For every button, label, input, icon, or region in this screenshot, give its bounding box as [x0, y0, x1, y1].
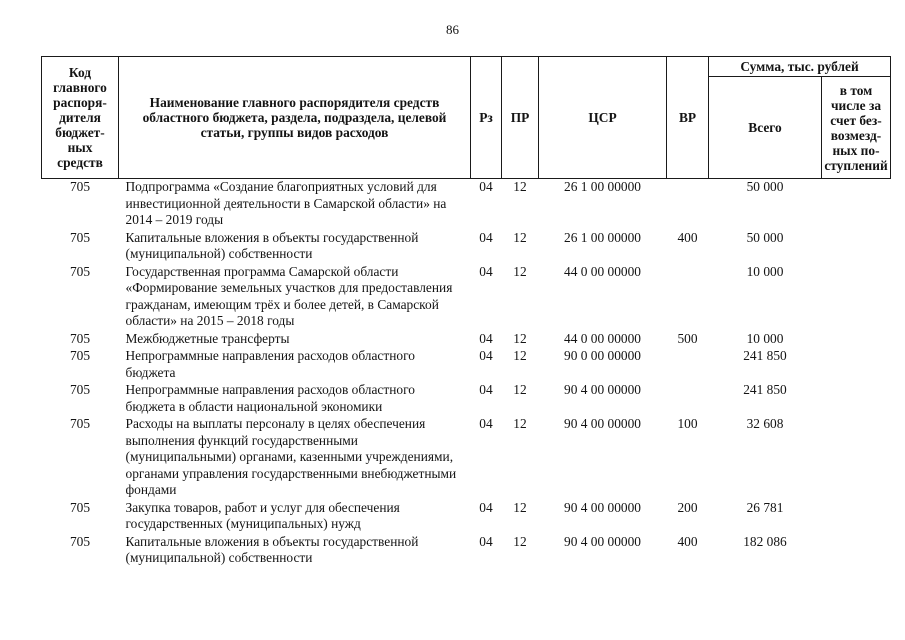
cell-free	[822, 264, 891, 331]
table-row	[42, 500, 891, 534]
cell-total: 32 608	[746, 416, 784, 431]
cell-pr: 12	[513, 330, 527, 346]
cell-pr: 12	[513, 416, 527, 431]
cell-code: 705	[69, 330, 91, 346]
cell-code: 705	[69, 348, 91, 363]
cell-csr: 90 0 00 00000	[564, 348, 641, 363]
table-body	[42, 179, 891, 568]
cell-name: Капитальные вложения в объекты государственной (муниципальной) собственности	[125, 533, 419, 565]
cell-rz: 04	[479, 533, 493, 549]
cell-vr: 400	[677, 229, 698, 245]
cell-free	[822, 230, 891, 264]
cell-rz: 04	[479, 499, 493, 515]
cell-total: 182 086	[743, 533, 787, 549]
cell-code: 705	[69, 416, 91, 431]
cell-rz: 04	[479, 382, 493, 397]
cell-vr: 500	[677, 330, 698, 346]
cell-csr: 44 0 00 00000	[564, 330, 641, 346]
cell-rz: 04	[479, 416, 493, 431]
cell-code: 705	[69, 229, 91, 245]
cell-vr	[667, 264, 709, 331]
cell-csr: 26 1 00 00000	[564, 179, 641, 194]
header-rz: Рз	[471, 57, 502, 179]
cell-free	[822, 534, 891, 568]
cell-rz: 04	[479, 330, 493, 346]
budget-table	[41, 56, 891, 568]
table-header	[42, 57, 891, 179]
header-incl-free: в том числе за счет без-возмезд-ных по-ступлений	[822, 77, 891, 179]
cell-pr: 12	[513, 499, 527, 515]
page-number: 86	[446, 22, 459, 37]
cell-vr: 400	[677, 533, 698, 549]
cell-pr: 12	[513, 179, 527, 194]
cell-csr: 44 0 00 00000	[564, 263, 641, 279]
cell-free	[822, 348, 891, 382]
cell-rz: 04	[479, 179, 493, 194]
cell-total: 50 000	[746, 229, 784, 245]
cell-pr: 12	[513, 382, 527, 397]
cell-name: Подпрограмма «Создание благоприятных условий для инвестиционной деятельности в Самарской области» на 2014 – 2019 годы	[125, 179, 447, 227]
table-row	[42, 534, 891, 568]
cell-csr: 90 4 00 00000	[564, 382, 641, 397]
cell-code: 705	[69, 533, 91, 549]
header-csr: ЦСР	[539, 57, 667, 179]
table-row	[42, 348, 891, 382]
cell-free	[822, 416, 891, 500]
cell-pr: 12	[513, 348, 527, 363]
cell-vr	[667, 382, 709, 416]
cell-csr: 90 4 00 00000	[564, 533, 641, 549]
cell-code: 705	[69, 382, 91, 397]
cell-total: 241 850	[743, 382, 787, 397]
cell-name: Закупка товаров, работ и услуг для обеспечения государственных (муниципальных) нужд	[125, 499, 400, 531]
header-sum-group: Сумма, тыс. рублей	[709, 57, 891, 77]
cell-code: 705	[69, 263, 91, 279]
cell-free	[822, 382, 891, 416]
table-row	[42, 179, 891, 230]
cell-name: Непрограммные направления расходов областного бюджета	[125, 348, 415, 380]
cell-rz: 04	[479, 229, 493, 245]
cell-csr: 90 4 00 00000	[564, 416, 641, 431]
cell-pr: 12	[513, 533, 527, 549]
cell-rz: 04	[479, 348, 493, 363]
cell-total: 10 000	[746, 263, 784, 279]
cell-total: 26 781	[746, 499, 784, 515]
cell-csr: 26 1 00 00000	[564, 229, 641, 245]
cell-free	[822, 500, 891, 534]
cell-vr: 200	[677, 499, 698, 515]
cell-vr	[667, 348, 709, 382]
cell-free	[822, 179, 891, 230]
cell-rz: 04	[479, 263, 493, 279]
table-row	[42, 416, 891, 500]
cell-name: Непрограммные направления расходов областного бюджета в области национальной экономики	[125, 382, 415, 414]
header-pr: ПР	[502, 57, 539, 179]
cell-total: 50 000	[746, 179, 784, 194]
cell-vr	[667, 179, 709, 230]
header-code: Код главного распоря-дителя бюджет-ных средств	[42, 57, 119, 179]
cell-name: Капитальные вложения в объекты государственной (муниципальной) собственности	[125, 229, 419, 261]
cell-name: Межбюджетные трансферты	[125, 330, 290, 346]
cell-name: Государственная программа Самарской области «Формирование земельных участков для предоставления гражданам, имеющим трёх и более детей, в Самарской области» на 2015 – 2018 годы	[125, 263, 453, 328]
cell-code: 705	[69, 499, 91, 515]
table-row	[42, 331, 891, 349]
cell-code: 705	[69, 179, 91, 194]
header-total: Всего	[709, 77, 822, 179]
header-vr: ВР	[667, 57, 709, 179]
table-row	[42, 382, 891, 416]
cell-total: 241 850	[743, 348, 787, 363]
cell-vr: 100	[677, 416, 698, 431]
cell-pr: 12	[513, 229, 527, 245]
header-name: Наименование главного распорядителя средств областного бюджета, раздела, подраздела, целевой статьи, группы видов расходов	[119, 57, 471, 179]
cell-name: Расходы на выплаты персоналу в целях обеспечения выполнения функций государственными (муниципальными) органами, казенными учреждениями, органами управления государственными внебюджетными фондами	[125, 416, 457, 497]
cell-pr: 12	[513, 263, 527, 279]
cell-free	[822, 331, 891, 349]
cell-total: 10 000	[746, 330, 784, 346]
table-row	[42, 264, 891, 331]
table-row	[42, 230, 891, 264]
cell-csr: 90 4 00 00000	[564, 499, 641, 515]
